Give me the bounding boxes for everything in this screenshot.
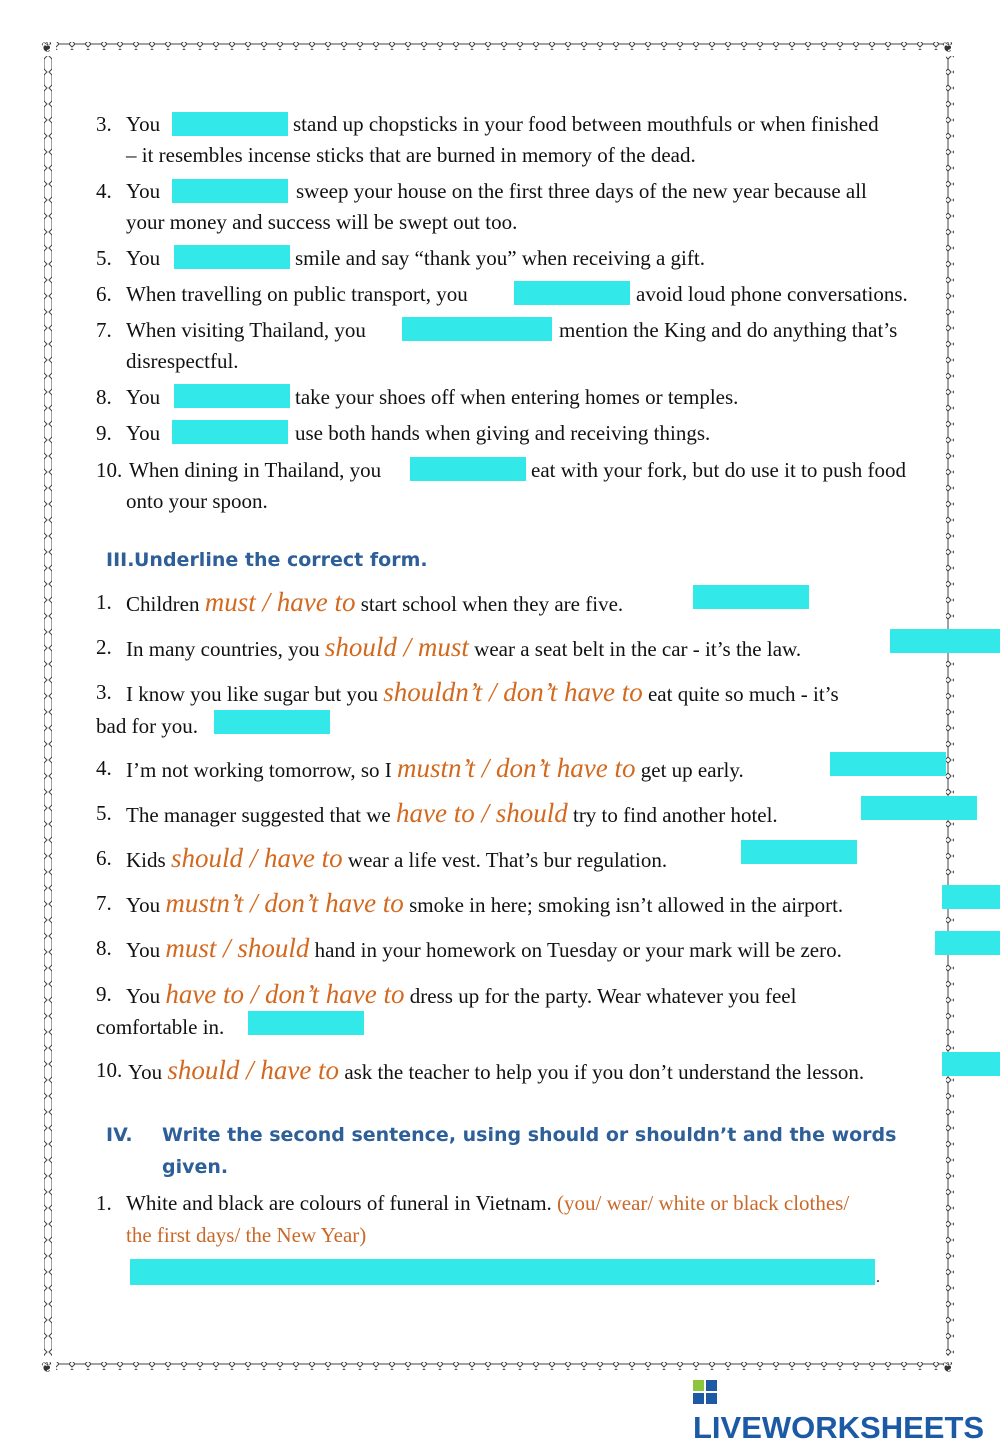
item-text: White and black are colours of funeral in Vietnam. (you/ wear/ white or black clothes/ (126, 1191, 850, 1215)
choice-options[interactable]: have to / don’t have to (165, 979, 405, 1009)
item-text: You (126, 112, 161, 136)
choice-options[interactable]: mustn’t / don’t have to (165, 888, 404, 918)
item-text: – it resembles incense sticks that are burned in memory of the dead. (126, 143, 696, 167)
item-number: 9. (96, 982, 112, 1006)
item-number: 6. (96, 846, 112, 870)
section-heading: Underline the correct form. (134, 549, 428, 571)
item-text: comfortable in. (96, 1015, 225, 1039)
item-text: You (126, 385, 161, 409)
answer-blank[interactable] (248, 1011, 364, 1035)
item-number: 7. (96, 891, 112, 915)
answer-blank[interactable] (830, 752, 946, 776)
answer-blank[interactable] (861, 796, 977, 820)
choice-options[interactable]: must / have to (204, 587, 356, 617)
svg-text:❦: ❦ (41, 41, 53, 56)
svg-text:❦: ❦ (41, 1361, 53, 1376)
answer-line[interactable] (130, 1259, 875, 1285)
item-text: You (126, 246, 161, 270)
item-text: avoid loud phone conversations. (636, 282, 908, 306)
answer-blank[interactable] (174, 245, 290, 269)
item-text: You (126, 179, 161, 203)
item-text: your money and success will be swept out too. (126, 210, 518, 234)
logo-text: LIVEWORKSHEETS (693, 1410, 985, 1445)
choice-options[interactable]: should / have to (167, 1055, 340, 1085)
item-text: In many countries, you should / must wear a seat belt in the car - it’s the law. (126, 632, 802, 662)
item-text: use both hands when giving and receiving things. (295, 421, 711, 445)
item-text: take your shoes off when entering homes or temples. (295, 385, 739, 409)
answer-blank[interactable] (890, 629, 1000, 653)
section-heading-number: IV. (106, 1124, 133, 1146)
item-text: You mustn’t / don’t have to smoke in here; smoking isn’t allowed in the airport. (126, 888, 844, 918)
item-text: You (126, 421, 161, 445)
item-number: 5. (96, 801, 112, 825)
choice-options[interactable]: shouldn’t / don’t have to (383, 677, 643, 707)
section-heading: given. (162, 1156, 229, 1178)
logo-icon (693, 1380, 717, 1404)
choice-options[interactable]: must / should (165, 933, 310, 963)
item-text: eat with your fork, but do use it to push food (531, 458, 907, 482)
answer-blank[interactable] (172, 112, 288, 136)
answer-blank[interactable] (942, 885, 1000, 909)
answer-blank[interactable] (935, 931, 1000, 955)
item-text: smile and say “thank you” when receiving a gift. (295, 246, 705, 270)
hint-words: (you/ wear/ white or black clothes/ (557, 1191, 850, 1215)
choice-options[interactable]: should / have to (170, 843, 343, 873)
item-text: I know you like sugar but you shouldn’t / don’t have to eat quite so much - it’s (126, 677, 839, 707)
item-text: When visiting Thailand, you (126, 318, 366, 342)
answer-blank[interactable] (942, 1052, 1000, 1076)
item-number: 2. (96, 635, 112, 659)
item-number: 1. (96, 590, 112, 614)
answer-blank[interactable] (410, 457, 526, 481)
item-number: 9. (96, 421, 112, 445)
liveworksheets-logo (693, 1374, 1000, 1445)
item-number: 4. (96, 756, 112, 780)
item-text: You must / should hand in your homework on Tuesday or your mark will be zero. (126, 933, 842, 963)
answer-blank[interactable] (741, 840, 857, 864)
item-text: Children must / have to start school when they are five. (126, 587, 624, 617)
item-number: 6. (96, 282, 112, 306)
section-heading: Write the second sentence, using should or shouldn’t and the words (162, 1124, 897, 1146)
item-number: 10. (96, 458, 123, 482)
item-number: 3. (96, 112, 112, 136)
period: . (876, 1269, 880, 1286)
choice-options[interactable]: should / must (324, 632, 469, 662)
item-text: I’m not working tomorrow, so I mustn’t / don’t have to get up early. (126, 753, 744, 783)
choice-options[interactable]: mustn’t / don’t have to (397, 753, 636, 783)
item-number: 7. (96, 318, 112, 342)
item-number: 10. (96, 1058, 123, 1082)
item-text: disrespectful. (126, 349, 239, 373)
svg-text:❦: ❦ (942, 41, 954, 56)
item-text: You have to / don’t have to dress up for the party. Wear whatever you feel (126, 979, 797, 1009)
answer-blank[interactable] (514, 281, 630, 305)
item-number: 5. (96, 246, 112, 270)
item-text: Kids should / have to wear a life vest. That’s bur regulation. (126, 843, 668, 873)
item-text: When travelling on public transport, you (126, 282, 468, 306)
item-number: 1. (96, 1191, 112, 1215)
answer-blank[interactable] (174, 384, 290, 408)
section-heading-number: III. (106, 549, 135, 571)
item-text: stand up chopsticks in your food between mouthfuls or when finished (293, 112, 879, 136)
item-number: 4. (96, 179, 112, 203)
answer-blank[interactable] (402, 317, 552, 341)
item-text: onto your spoon. (126, 489, 268, 513)
choice-options[interactable]: have to / should (396, 798, 568, 828)
answer-blank[interactable] (214, 710, 330, 734)
item-number: 8. (96, 385, 112, 409)
item-text: The manager suggested that we have to / should try to find another hotel. (126, 798, 778, 828)
svg-text:❦: ❦ (942, 1361, 954, 1376)
answer-blank[interactable] (172, 179, 288, 203)
item-text: bad for you. (96, 714, 199, 738)
item-text: mention the King and do anything that’s (559, 318, 898, 342)
item-text: When dining in Thailand, you (129, 458, 382, 482)
item-number: 3. (96, 680, 112, 704)
answer-blank[interactable] (172, 420, 288, 444)
item-number: 8. (96, 936, 112, 960)
answer-blank[interactable] (693, 585, 809, 609)
item-text: You should / have to ask the teacher to help you if you don’t understand the lesson. (128, 1055, 865, 1085)
item-text: sweep your house on the first three days of the new year because all (296, 179, 867, 203)
hint-words: the first days/ the New Year) (126, 1223, 367, 1247)
